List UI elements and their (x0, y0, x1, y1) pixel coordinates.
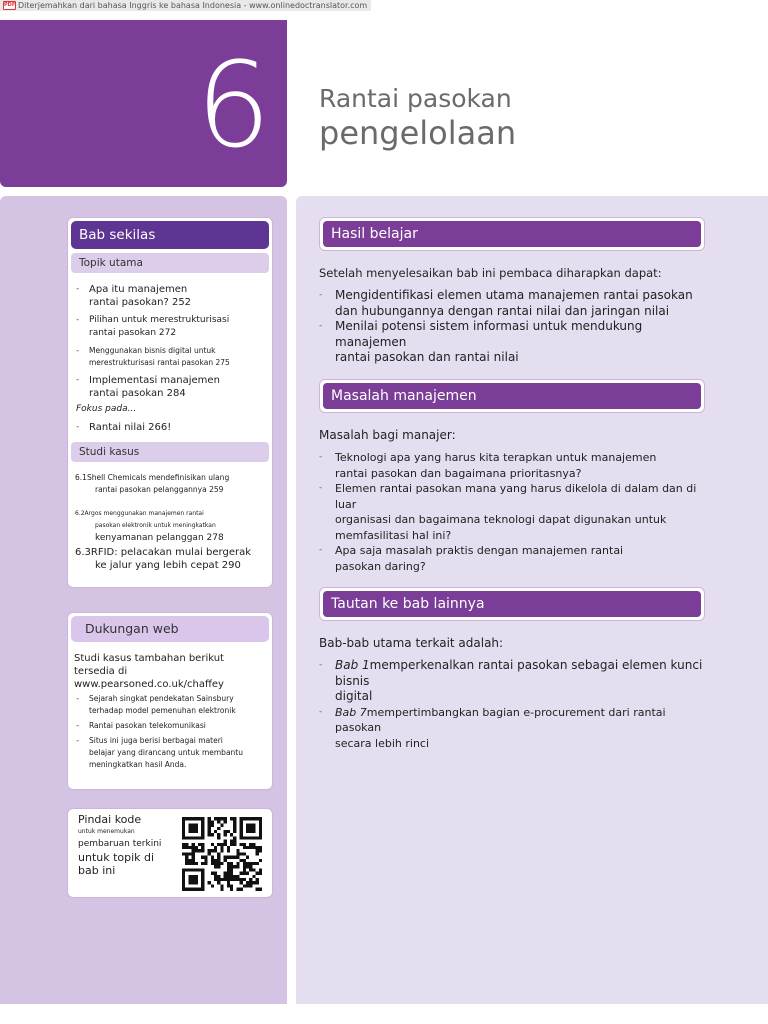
issue-item: - Elemen rantai pasokan mana yang harus dikelola di dalam dan di luar organisasi dan bagaimana teknologi dapat digunakan untuk memfasilitasi hal ini? (319, 481, 714, 543)
translator-banner[interactable] (0, 0, 371, 11)
focus-list (68, 421, 272, 434)
focus-item: - Rantai nilai 266! (68, 421, 272, 434)
web-support-item: - Rantai pasokan telekomunikasi (68, 720, 272, 732)
case-study-item: 6.2Argos menggunakan manajemen rantai pasokan elektronik untuk meningkatkan kenyamanan pelanggan 278 (75, 510, 224, 543)
chapter-number: 6 (195, 36, 269, 174)
chapter-ref[interactable]: Bab 1 (335, 658, 370, 672)
chapter-glance-title: Bab sekilas (71, 221, 269, 249)
outcome-item: - Mengidentifikasi elemen utama manajemen rantai pasokan dan hubungannya dengan rantai nilai dan jaringan nilai (319, 288, 714, 319)
case-studies-header: Studi kasus (71, 442, 269, 462)
main-topics-list (68, 283, 272, 400)
management-issues-header (319, 379, 705, 413)
links-intro: Bab-bab utama terkait adalah: (319, 636, 504, 650)
management-issues-title: Masalah manajemen (323, 383, 701, 409)
scan-code-text: Pindai kode untuk menemukan pembaruan terkini untuk topik di bab ini (78, 813, 162, 877)
management-issues-intro: Masalah bagi manajer: (319, 428, 456, 442)
learning-outcomes-header (319, 217, 705, 251)
focus-label: Fokus pada... (76, 404, 137, 414)
learning-outcomes-intro: Setelah menyelesaikan bab ini pembaca diharapkan dapat: (319, 266, 662, 280)
web-support-item: - Situs ini juga berisi berbagai materi belajar yang dirancang untuk membantu meningkatkan hasil Anda. (68, 735, 272, 771)
web-support-list (68, 693, 272, 771)
case-studies-list (68, 462, 272, 572)
chapter-title-line2: pengelolaan (319, 114, 517, 152)
issue-item: - Apa saja masalah praktis dengan manajemen rantai pasokan daring? (319, 543, 714, 574)
links-header (319, 587, 705, 621)
chapter-glance-card (67, 217, 273, 588)
chapter-title-line1: Rantai pasokan (319, 84, 512, 113)
topic-item: - Implementasi manajemen rantai pasokan 284 (68, 374, 272, 400)
chapter-link-item: - Bab 1memperkenalkan rantai pasokan sebagai elemen kunci bisnis digital (319, 658, 714, 705)
chapter-number-box (0, 20, 287, 187)
case-study-item: 6.1Shell Chemicals mendefinisikan ulang rantai pasokan pelanggannya 259 (75, 473, 230, 494)
topic-item: - Menggunakan bisnis digital untuk merestrukturisasi rantai pasokan 275 (68, 345, 272, 369)
pdf-icon: PDF (4, 2, 16, 8)
issue-item: - Teknologi apa yang harus kita terapkan untuk manajemen rantai pasokan dan bagaimana prioritasnya? (319, 450, 714, 481)
learning-outcomes-title: Hasil belajar (323, 221, 701, 247)
outcome-item: - Menilai potensi sistem informasi untuk mendukung manajemen rantai pasokan dan rantai nilai (319, 319, 714, 366)
banner-text: Diterjemahkan dari bahasa Inggris ke bahasa Indonesia - www.onlinedoctranslator.com (18, 1, 368, 10)
links-list (319, 658, 714, 751)
main-topics-header: Topik utama (71, 253, 269, 273)
web-support-link[interactable]: www.pearsoned.co.uk/chaffey (74, 679, 224, 690)
qr-code-icon[interactable] (182, 817, 262, 891)
management-issues-list (319, 450, 714, 574)
chapter-link-item: - Bab 7mempertimbangkan bagian e-procurement dari rantai pasokan secara lebih rinci (319, 705, 714, 752)
web-support-card (67, 612, 273, 790)
web-support-title: Dukungan web (71, 616, 269, 642)
learning-outcomes-list (319, 288, 714, 366)
links-title: Tautan ke bab lainnya (323, 591, 701, 617)
topic-item: - Pilihan untuk merestrukturisasi rantai pasokan 272 (68, 314, 272, 340)
web-support-intro: Studi kasus tambahan berikut tersedia di www.pearsoned.co.uk/chaffey (74, 653, 224, 690)
web-support-item: - Sejarah singkat pendekatan Sainsbury terhadap model pemenuhan elektronik (68, 693, 272, 717)
topic-item: - Apa itu manajemen rantai pasokan? 252 (68, 283, 272, 309)
case-study-item: 6.3RFID: pelacakan mulai bergerak ke jalur yang lebih cepat 290 (75, 547, 252, 571)
chapter-ref[interactable]: Bab 7 (335, 705, 367, 719)
